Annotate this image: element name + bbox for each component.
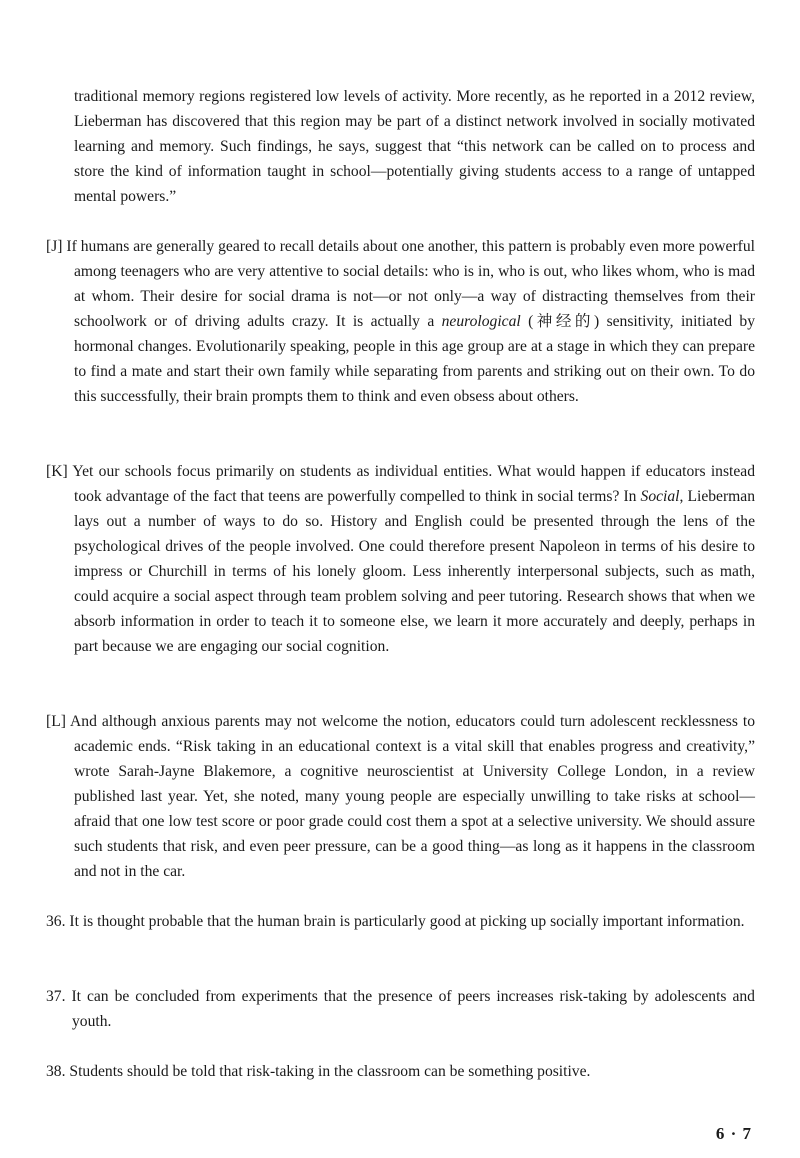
paragraph-intro [74,84,755,209]
paragraph-l-text: And although anxious parents may not welcome the notion, educators could turn adolescent recklessness to academic ends. “Risk taking in an educational context is a vital skill that enables progress and creativity,” wrote Sarah-Jayne Blakemore, a cognitive neuroscientist at University College London, in a review published last year. Yet, she noted, many young people are especially unwilling to take risks at school—afraid that one low test score or poor grade could cost them a spot at a selective university. We should assure such students that risk, and even peer pressure, can be a good thing—as long as it happens in the classroom and not in the car. [70,713,755,880]
question-text: It is thought probable that the human brain is particularly good at picking up socially important information. [69,913,745,930]
page-number: 6 · 7 [715,1124,752,1143]
paragraph-j [46,234,755,409]
paragraph-j-italic: neurological [441,313,521,330]
paragraph-l [46,709,755,884]
paragraph-j-label: [J] [46,238,63,255]
paragraph-intro-text: traditional memory regions registered low levels of activity. More recently, as he reported in a 2012 review, Lieberman has discovered that this region may be part of a distinct network involved in socially motivated learning and memory. Such findings, he says, suggest that “this network can be called on to process and store the kind of information taught in school—potentially giving students access to a range of untapped mental powers.” [74,88,755,205]
paragraph-l-label: [L] [46,713,66,730]
paragraph-k-italic: Social [640,488,680,505]
paragraph-j-text-b: (神经的) sensitivity, initiated by hormonal changes. Evolutionarily speaking, people in this age group are at a stage in which they can prepare to find a mate and start their own family while separating from parents and striking out on their own. To do this successfully, their brain prompts them to think and even obsess about others. [74,313,756,405]
paragraph-k-label: [K] [46,463,68,480]
question-37 [46,984,755,1034]
question-text: It can be concluded from experiments that the presence of peers increases risk-taking by adolescents and youth. [71,988,755,1030]
paragraph-j-text-a: If humans are generally geared to recall details about one another, this pattern is probably even more powerful among teenagers who are very attentive to social details: who is in, who is out, who likes whom, who is mad at whom. Their desire for social drama is not—or not only—a way of distracting themselves from their schoolwork or of driving adults crazy. It is actually a [66,238,755,330]
paragraph-k [46,459,755,659]
question-36 [46,909,755,934]
paragraph-k-text-b: , Lieberman lays out a number of ways to do so. History and English could be presented through the lens of the psychological drives of the people involved. One could therefore present Napoleon in terms of his desire to impress or Churchill in terms of his lonely gloom. Less inherently interpersonal subjects, such as math, could acquire a social aspect through team problem solving and peer tutoring. Research shows that when we absorb information in order to teach it to someone else, we learn it more accurately and deeply, perhaps in part because we are engaging our social cognition. [74,488,756,655]
question-text: Students should be told that risk-taking in the classroom can be something positive. [69,1063,591,1080]
question-38 [46,1059,755,1084]
question-number: 37. [46,988,66,1005]
paragraph-k-text-a: Yet our schools focus primarily on students as individual entities. What would happen if educators instead took advantage of the fact that teens are powerfully compelled to think in social terms? In [72,463,755,505]
question-number: 36. [46,913,66,930]
question-number: 38. [46,1063,66,1080]
